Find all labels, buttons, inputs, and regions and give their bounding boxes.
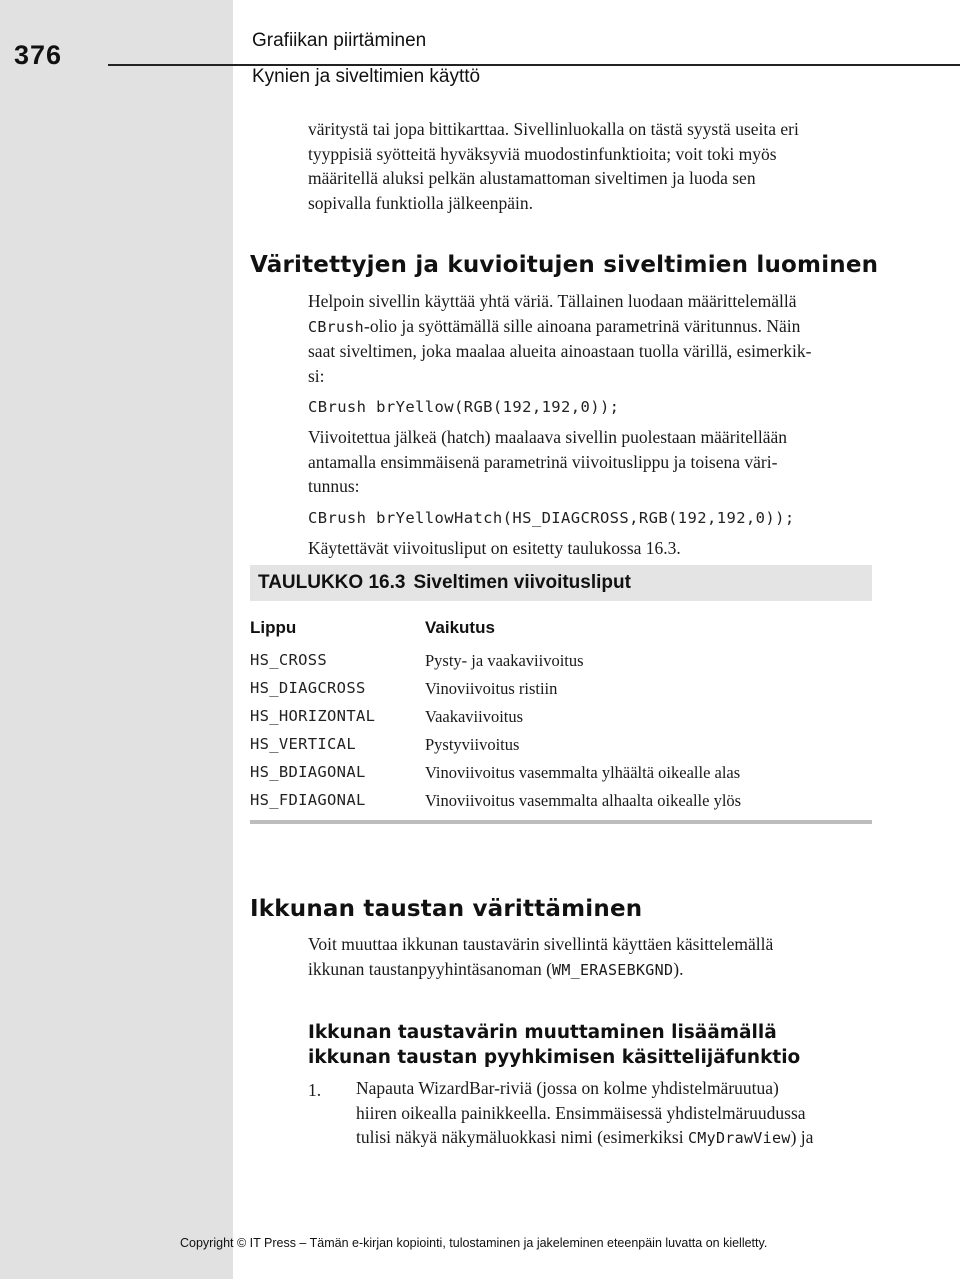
text-span: ikkunan taustanpyyhintäsanoman ( (308, 958, 552, 979)
step-number: 1. (308, 1080, 322, 1100)
section-heading: Ikkunan taustan värittäminen (250, 896, 643, 922)
flag-cell: HS_DIAGCROSS (250, 679, 366, 697)
intro-paragraph (308, 117, 868, 215)
text-line: hiiren oikealla painikkeella. Ensimmäisessä yhdistelmäruudussa (356, 1102, 806, 1123)
code-example: CBrush brYellowHatch(HS_DIAGCROSS,RGB(192,192,0)); (308, 509, 795, 527)
text-line (356, 1125, 866, 1151)
flag-cell: HS_BDIAGONAL (250, 763, 366, 781)
text-span: ). (673, 958, 684, 979)
text-line: sopivalla funktiolla jälkeenpäin. (308, 192, 534, 213)
inline-code: CMyDrawView (687, 1129, 791, 1147)
text-line: si: (308, 365, 325, 386)
paragraph (308, 425, 868, 499)
table-row (250, 651, 872, 679)
inline-code: CBrush (308, 317, 364, 336)
inline-code: WM_ERASEBKGND (551, 960, 674, 979)
text-line (308, 314, 868, 340)
effect-cell: Vinoviivoitus vasemmalta ylhäältä oikealle alas (425, 763, 741, 782)
header-rule (108, 64, 960, 66)
table-row (250, 763, 872, 791)
effect-cell: Pystyviivoitus (425, 735, 520, 754)
column-header-flag: Lippu (250, 618, 297, 637)
effect-cell: Vaakaviivoitus (425, 707, 524, 726)
copyright-footer: Copyright © IT Press – Tämän e-kirjan kopiointi, tulostaminen ja jakeleminen eteenpäin luvatta on kielletty. (180, 1236, 768, 1250)
text-line: Käytettävät viivoitusliput on esitetty taulukossa 16.3. (308, 538, 681, 558)
text-line: Helpoin sivellin käyttää yhtä väriä. Tällainen luodaan määrittelemällä (308, 291, 797, 311)
table-row (250, 791, 872, 819)
procedure-heading (308, 1020, 800, 1070)
heading-line: Ikkunan taustavärin muuttaminen lisäämällä (308, 1022, 777, 1043)
table-row (250, 707, 872, 735)
effect-cell: Pysty- ja vaakaviivoitus (425, 651, 584, 670)
effect-cell: Vinoviivoitus vasemmalta alhaalta oikealle ylös (425, 791, 742, 810)
flag-cell: HS_FDIAGONAL (250, 791, 366, 809)
table-title (258, 572, 631, 594)
table-label: TAULUKKO 16.3 (258, 572, 406, 593)
paragraph (308, 289, 868, 388)
text-span: -olio ja syöttämällä sille ainoana parametrinä väritunnus. Näin (364, 315, 801, 336)
page-margin-sidebar (0, 0, 233, 1279)
text-line: saat siveltimen, joka maalaa alueita ainoastaan tuolla värillä, esimerkik- (308, 341, 812, 361)
table-caption: Siveltimen viivoitusliput (413, 572, 631, 593)
running-subtitle: Kynien ja siveltimien käyttö (252, 66, 481, 87)
effect-cell: Vinoviivoitus ristiin (425, 679, 558, 698)
column-header-effect: Vaikutus (425, 618, 495, 637)
text-line: määritellä aluksi pelkän alustamattoman siveltimen ja luoda sen (308, 168, 756, 188)
paragraph (308, 932, 868, 982)
text-line: Voit muuttaa ikkunan taustavärin sivellintä käyttäen käsittelemällä (308, 934, 774, 954)
step-text (356, 1076, 866, 1151)
table-bottom-rule (250, 820, 872, 824)
section-heading: Väritettyjen ja kuvioitujen siveltimien luominen (250, 252, 879, 278)
text-line: antamalla ensimmäisenä parametrinä viivoituslippu ja toisena väri- (308, 451, 778, 472)
text-line: tyyppisiä syötteitä hyväksyviä muodostinfunktioita; voit toki myös (308, 143, 777, 164)
running-title: Grafiikan piirtäminen (252, 30, 427, 51)
code-example: CBrush brYellow(RGB(192,192,0)); (308, 398, 620, 416)
flag-cell: HS_HORIZONTAL (250, 707, 376, 725)
text-span: ) ja (790, 1127, 814, 1147)
text-line: tunnus: (308, 476, 360, 496)
table-row (250, 679, 872, 707)
text-line: väritystä tai jopa bittikarttaa. Sivellinluokalla on tästä syystä useita eri (308, 119, 799, 139)
flag-cell: HS_CROSS (250, 651, 328, 669)
text-line: Napauta WizardBar-riviä (jossa on kolme yhdistelmäruutua) (356, 1078, 779, 1098)
heading-line: ikkunan taustan pyyhkimisen käsittelijäfunktio (308, 1047, 801, 1068)
text-line: Viivoitettua jälkeä (hatch) maalaava sivellin puolestaan määritellään (308, 427, 788, 447)
text-line (308, 957, 868, 983)
paragraph (308, 536, 868, 561)
table-row (250, 735, 872, 763)
page-number: 376 (14, 40, 63, 70)
text-span: tulisi näkyä näkymäluokkasi nimi (esimerkiksi (356, 1127, 688, 1147)
flag-cell: HS_VERTICAL (250, 735, 356, 753)
